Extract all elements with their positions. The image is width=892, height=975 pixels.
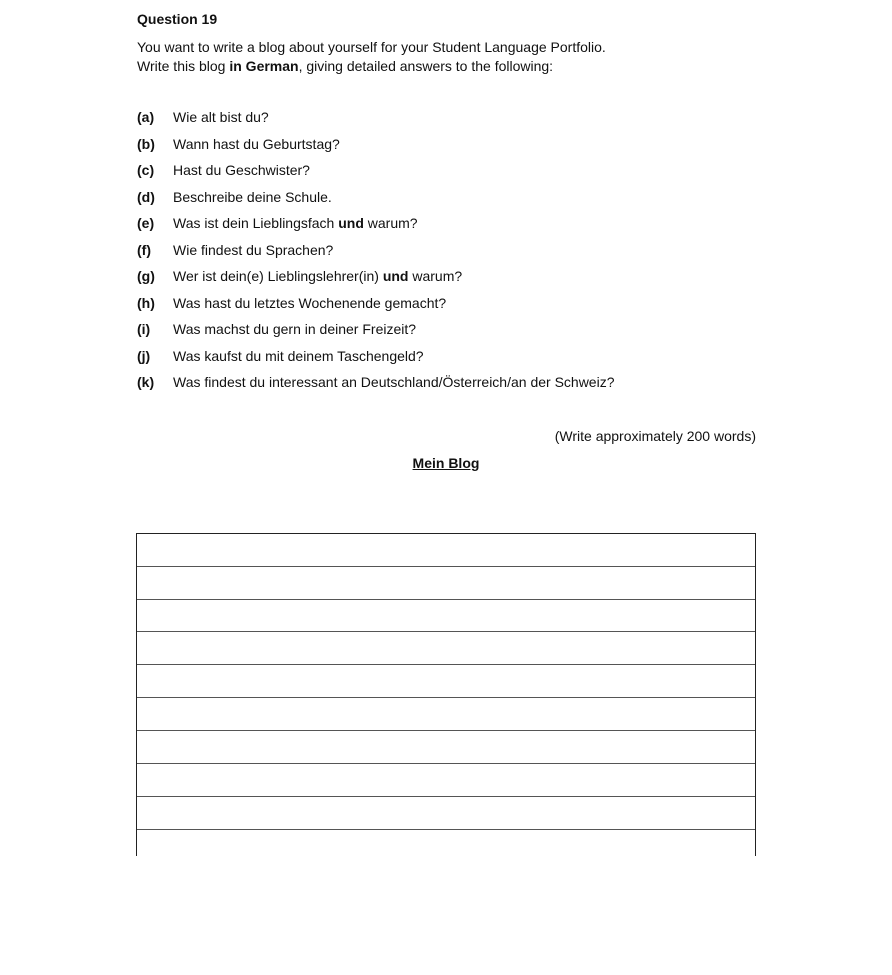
item-text-post: warum? <box>408 268 463 284</box>
item-text-pre: Was findest du interessant an Deutschland/Österreich/an der Schweiz? <box>173 374 615 390</box>
intro-line-2 <box>137 57 606 76</box>
item-text-pre: Hast du Geschwister? <box>173 162 310 178</box>
item-text-bold: und <box>338 215 364 231</box>
item-text-pre: Was kaufst du mit deinem Taschengeld? <box>173 347 424 364</box>
item-text <box>173 189 332 205</box>
item-label: (g) <box>137 268 155 284</box>
item-text-pre: Wie findest du Sprachen? <box>173 241 334 258</box>
question-item-h <box>137 295 787 322</box>
item-label: (j) <box>137 347 151 364</box>
answer-line <box>137 763 755 764</box>
intro-line-2-post: , giving detailed answers to the following: <box>298 58 554 74</box>
question-item-i <box>137 321 787 348</box>
question-item-e <box>137 215 787 242</box>
answer-line <box>137 599 755 600</box>
item-text <box>173 109 269 125</box>
item-text <box>173 348 424 364</box>
item-text <box>173 162 310 178</box>
word-count-note: (Write approximately 200 words) <box>554 428 756 444</box>
item-label: (k) <box>137 374 155 390</box>
item-text <box>173 242 333 258</box>
item-text-bold: und <box>382 268 409 284</box>
item-label: (i) <box>137 321 151 337</box>
item-label: (f) <box>137 241 151 258</box>
item-text-pre: Beschreibe deine Schule. <box>173 188 332 205</box>
item-label: (d) <box>137 188 155 205</box>
item-text <box>173 321 416 337</box>
answer-line <box>137 697 755 698</box>
answer-writing-area[interactable] <box>136 533 756 856</box>
item-text <box>173 268 462 284</box>
question-item-k <box>137 374 787 401</box>
question-item-c <box>137 162 787 189</box>
question-title: Question 19 <box>137 11 218 27</box>
item-text-post: warum? <box>363 215 418 231</box>
item-text-pre: Wie alt bist du? <box>173 109 269 125</box>
intro-line-2-pre: Write this blog <box>137 58 230 74</box>
item-text-pre: Wann hast du Geburtstag? <box>173 135 340 152</box>
item-text <box>173 374 615 390</box>
item-text-pre: Was ist dein Lieblingsfach <box>173 215 339 231</box>
intro-line-2-bold: in German <box>229 58 299 74</box>
question-item-a <box>137 109 787 136</box>
item-label: (h) <box>137 294 155 311</box>
answer-line <box>137 829 755 830</box>
item-text-pre: Was hast du letztes Wochenende gemacht? <box>173 294 447 311</box>
item-text-pre: Was machst du gern in deiner Freizeit? <box>173 321 417 337</box>
question-item-f <box>137 242 787 269</box>
item-label: (b) <box>137 135 155 152</box>
question-item-d <box>137 189 787 216</box>
item-label: (c) <box>137 162 155 178</box>
question-item-g <box>137 268 787 295</box>
intro-line-1: You want to write a blog about yourself for your Student Language Portfolio. <box>137 39 606 55</box>
answer-line <box>137 796 755 797</box>
item-text-pre: Wer ist dein(e) Lieblingslehrer(in) <box>173 268 383 284</box>
item-text <box>173 295 446 311</box>
answer-line <box>137 664 755 665</box>
question-intro <box>137 38 606 76</box>
blog-title: Mein Blog <box>412 455 480 471</box>
question-item-j <box>137 348 787 375</box>
answer-line <box>137 631 755 632</box>
answer-line <box>137 730 755 731</box>
answer-line <box>137 566 755 567</box>
item-text <box>173 215 418 231</box>
question-item-b <box>137 136 787 163</box>
item-label: (e) <box>137 215 155 231</box>
item-text <box>173 136 340 152</box>
question-list <box>137 109 787 401</box>
item-label: (a) <box>137 109 155 125</box>
